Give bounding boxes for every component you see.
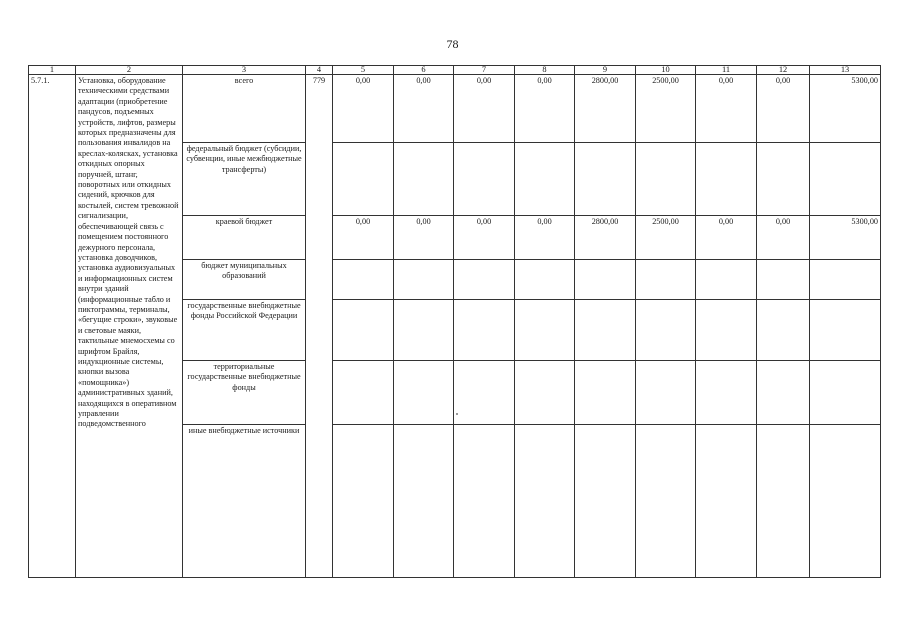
value-cell: 0,00: [454, 75, 515, 143]
source-label: всего: [183, 75, 306, 143]
value-cell: 5300,00: [810, 216, 881, 260]
value-cell: [454, 260, 515, 300]
column-header-6: 6: [394, 66, 454, 75]
value-cell: [810, 361, 881, 425]
column-header-11: 11: [696, 66, 757, 75]
column-header-7: 7: [454, 66, 515, 75]
value-cell: [636, 425, 696, 578]
value-cell: [333, 361, 394, 425]
value-cell: [810, 300, 881, 361]
value-cell: [454, 143, 515, 216]
value-cell: [696, 361, 757, 425]
value-cell: [575, 425, 636, 578]
value-cell: [454, 300, 515, 361]
value-cell: [575, 143, 636, 216]
value-cell: [696, 260, 757, 300]
value-cell: [454, 425, 515, 578]
value-cell: 0,00: [696, 216, 757, 260]
value-cell: [757, 143, 810, 216]
value-cell: 5300,00: [810, 75, 881, 143]
value-cell: [810, 425, 881, 578]
budget-table: [28, 65, 881, 578]
item-code: 5.7.1.: [29, 75, 76, 578]
value-cell: [696, 425, 757, 578]
column-header-10: 10: [636, 66, 696, 75]
value-cell: [636, 260, 696, 300]
value-cell: [757, 361, 810, 425]
value-cell: 2800,00: [575, 75, 636, 143]
column-header-1: 1: [29, 66, 76, 75]
page-number: 78: [446, 37, 459, 51]
source-label: бюджет муниципальных образований: [183, 260, 306, 300]
value-cell: 0,00: [515, 75, 575, 143]
value-cell: 0,00: [757, 75, 810, 143]
value-cell: [333, 425, 394, 578]
value-cell: [515, 300, 575, 361]
value-cell: 0,00: [757, 216, 810, 260]
value-cell: [696, 300, 757, 361]
column-header-9: 9: [575, 66, 636, 75]
code-col4: 779: [306, 75, 333, 578]
value-cell: [575, 300, 636, 361]
value-cell: [394, 361, 454, 425]
column-header-3: 3: [183, 66, 306, 75]
source-label: федеральный бюджет (субсидии, субвенции, иные межбюджетные трансферты): [183, 143, 306, 216]
column-header-12: 12: [757, 66, 810, 75]
value-cell: [636, 143, 696, 216]
value-cell: [515, 361, 575, 425]
value-cell: [757, 260, 810, 300]
source-label: территориальные государственные внебюджетные фонды: [183, 361, 306, 425]
value-cell: 0,00: [696, 75, 757, 143]
value-cell: [394, 300, 454, 361]
value-cell: [394, 425, 454, 578]
column-number-header-row: [29, 66, 881, 75]
column-header-13: 13: [810, 66, 881, 75]
value-cell: 0,00: [515, 216, 575, 260]
value-cell: [757, 425, 810, 578]
value-cell: 0,00: [333, 75, 394, 143]
value-cell: [333, 143, 394, 216]
value-cell: 2800,00: [575, 216, 636, 260]
source-label: государственные внебюджетные фонды Российской Федерации: [183, 300, 306, 361]
value-cell: [394, 143, 454, 216]
value-cell: [810, 260, 881, 300]
value-cell: [333, 260, 394, 300]
scan-speck: [456, 413, 458, 415]
value-cell: [515, 260, 575, 300]
source-label: краевой бюджет: [183, 216, 306, 260]
value-cell: [696, 143, 757, 216]
value-cell: 0,00: [394, 216, 454, 260]
value-cell: [515, 425, 575, 578]
value-cell: [454, 361, 515, 425]
column-header-8: 8: [515, 66, 575, 75]
value-cell: [575, 361, 636, 425]
source-row-total: [29, 75, 881, 143]
value-cell: [757, 300, 810, 361]
column-header-2: 2: [76, 66, 183, 75]
value-cell: [394, 260, 454, 300]
value-cell: [810, 143, 881, 216]
value-cell: 0,00: [394, 75, 454, 143]
value-cell: [636, 300, 696, 361]
item-description: Установка, оборудование техническими средствами адаптации (приобретение пандусов, подъемных устройств, лифтов, размеры которых предназначены для пользования инвалидов на креслах-колясках, установка откидных опорных поручней, штанг, поворотных или откидных сидений, крючков для костылей, систем тревожной сигнализации, обеспечивающей связь с помещением постоянного дежурного персонала, установка доводчиков, установка аудиовизуальных и информационных систем внутри зданий (информационные табло и пиктограммы, терминалы, «бегущие строки», звуковые и световые маяки, тактильные мнемосхемы со шрифтом Брайля, индукционные системы, кнопки вызова «помощника») административных зданий, находящихся в оперативном управлении подведомственного: [76, 75, 183, 578]
source-label: иные внебюджетные источники: [183, 425, 306, 578]
value-cell: [515, 143, 575, 216]
value-cell: 2500,00: [636, 216, 696, 260]
value-cell: 0,00: [333, 216, 394, 260]
value-cell: 2500,00: [636, 75, 696, 143]
value-cell: [333, 300, 394, 361]
column-header-4: 4: [306, 66, 333, 75]
value-cell: [636, 361, 696, 425]
column-header-5: 5: [333, 66, 394, 75]
value-cell: [575, 260, 636, 300]
value-cell: 0,00: [454, 216, 515, 260]
